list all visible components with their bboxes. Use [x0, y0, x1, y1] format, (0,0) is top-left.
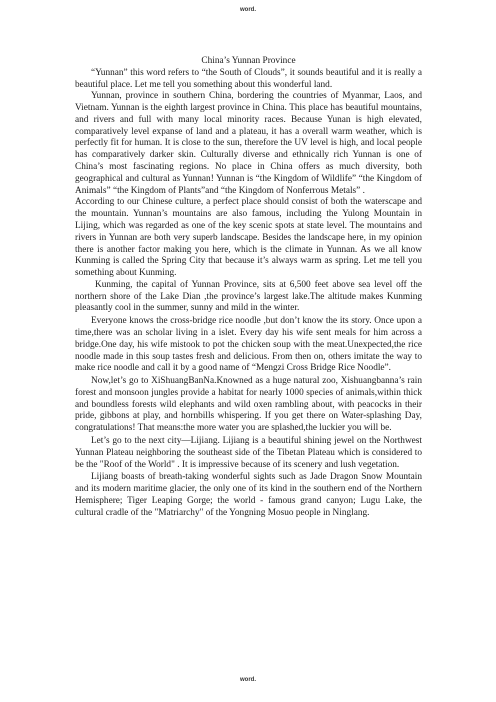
paragraph-culture: According to our Chinese culture, a perfect place should consist of both the waterscape and the mountain. Yunnan’s mountains are also famous, including the Yulong Mountain in Lijing, which was regarded as one of the key scenic spots at state level. The mountains and rivers in Yunnan are both very superb landscape. Besides the landscape here, in my opinion there is another factor making you here, which is the climate in Yunnan. As we all know Kunming is called the Spring City that because it’s always warm as spring. Let me tell you something about Kunming.	[75, 197, 422, 279]
paragraph-lijiang-sights: Lijiang boasts of breath-taking wonderful sights such as Jade Dragon Snow Mountain and its modern maritime glacier, the only one of its kind in the southern end of the Northern Hemisphere; Tiger Leaping Gorge; the world - famous grand canyon; Lugu Lake, the cultural cradle of the "Matriarchy" of the Yongning Mosuo people in Ninglang.	[75, 472, 422, 518]
paragraph-lijiang: Let’s go to the next city—Lijiang. Lijiang is a beautiful shining jewel on the Northwest Yunnan Plateau neighboring the southeast side of the Tibetan Plateau which is considered to be the "Roof of the World" . It is impressive because of its scenery and lush vegetation.	[75, 436, 422, 470]
page-header: word.	[240, 7, 256, 13]
paragraph-kunming: Kunming, the capital of Yunnan Province, sits at 6,500 feet above sea level off the northern shore of the Lake Dian ,the province’s largest lake.The altitude makes Kunming pleasantly cool in the summer, sunny and mild in the winter.	[75, 279, 422, 314]
document-body	[75, 56, 422, 519]
paragraph-intro: “Yunnan” this word refers to “the South of Clouds”, it sounds beautiful and it is really a beautiful place. Let me tell you something about this wonderful land.	[75, 67, 422, 90]
paragraph-overview: Yunnan, province in southern China, bordering the countries of Myanmar, Laos, and Vietnam. Yunnan is the eighth largest province in China. This place has beautiful mountains, and rivers and full with many local minority races. Because Yunan is high elevated, comparatively level expanse of land and a plateau, it has a overall warm weather, which is perfectly fit for human. It is close to the sun, therefore the UV level is high, and local people has comparatively darker skin. Culturally diverse and ethnically rich Yunnan is one of China’s most fascinating regions. No place in China offers as much diversity, both geographical and cultural as Yunnan! Yunnan is “the Kingdom of Wildlife” “the Kingdom of Animals” “the Kingdom of Plants”and “the Kingdom of Nonferrous Metals” .	[75, 91, 422, 196]
page-footer: word.	[240, 677, 256, 683]
paragraph-xishuangbanna: Now,let’s go to XiShuangBanNa.Knowned as a huge natural zoo, Xishuangbanna’s rain forest and monsoon jungles provide a habitat for nearly 1000 species of animals,within thick and boundless forests wild elephants and wild oxen rambling about, with peacocks in their pride, gibbons at play, and hornbills whispering. If you get there on Water-splashing Day, congratulations! That means:the more water you are splashed,the luckier you will be.	[75, 376, 422, 434]
document-title: China’s Yunnan Province	[201, 56, 296, 66]
paragraph-rice-noodle: Everyone knows the cross-bridge rice noodle ,but don’t know the its story. Once upon a time,there was an scholar living in a islet. Every day his wife sent meals for him across a bridge.One day, his wife mistook to pot the chicken soup with the meat.Unexpected,the rice noodle made in this soup tastes fresh and delicious. From then on, others imitate the way to make rice noodle and call it by a good name of “Mengzi Cross Bridge Rice Noodle”.	[75, 316, 422, 374]
